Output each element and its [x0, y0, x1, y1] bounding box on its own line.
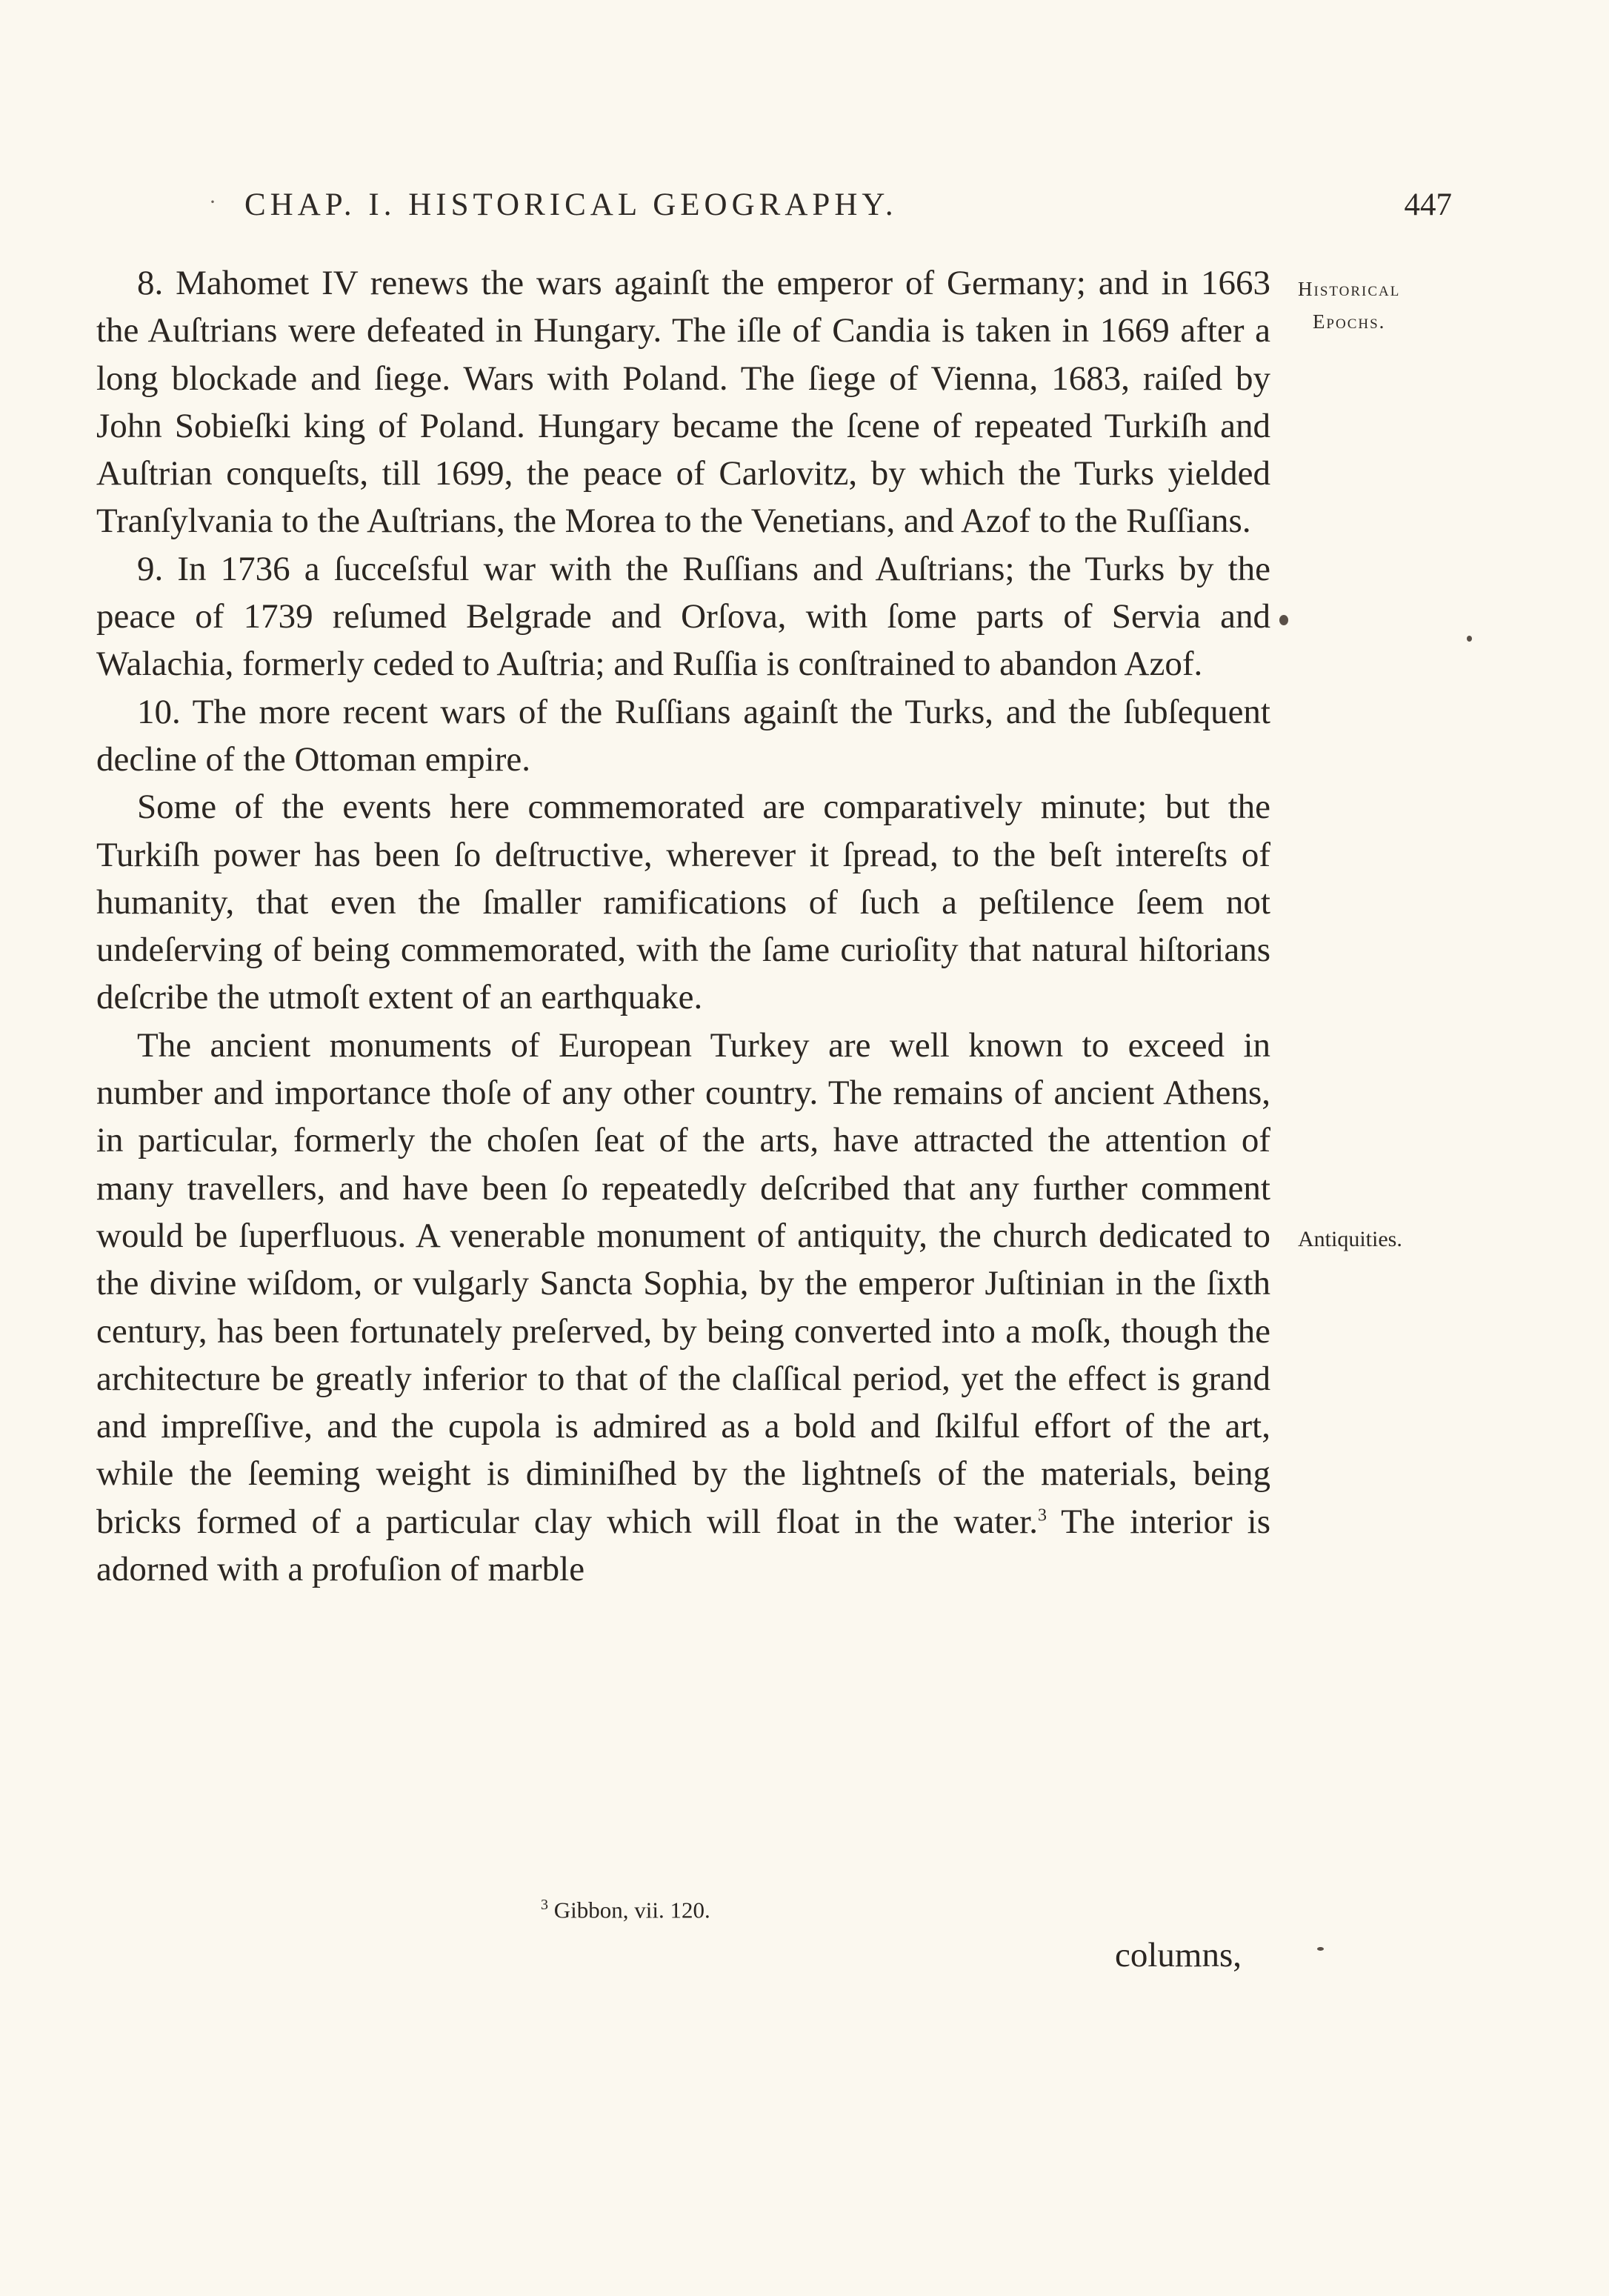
margin-note-line: Epochs. — [1312, 310, 1386, 333]
paragraph-commentary: Some of the events here commemorated are comparatively minute; but the Turkiſh power has been ſo deſtructive, wherever it ſpread, to the beſt intereſts of humanity, that even the ſmaller ramifications of ſuch a peſtilence ſeem not undeſerving of being commemorated, with the ſame curioſity that natural hiſtorians deſcribe the utmoſt extent of an earthquake. — [96, 788, 1270, 1017]
paper-speck — [1317, 1947, 1324, 1951]
footnote-reference: 3 — [1037, 1505, 1047, 1525]
paragraph-antiquities-text: The ancient monuments of European Turkey are well known to exceed in number and importance thoſe of any other country. The remains of ancient Athens, in particular, formerly the choſen ſeat of the arts, have attracted the attention of many travellers, and have been ſo repeatedly deſcribed that any further comment would be ſuperfluous. A venerable monument of antiquity, the church dedicated to the divine wiſdom, or vulgarly Sancta Sophia, by the emperor Juſtinian in the ſixth century, has been fortunately preſerved, by being converted into a moſk, though the architecture be greatly inferior to that of the claſſical period, yet the effect is grand and impreſſive, and the cupola is admired as a bold and ſkilful effort of the art, while the ſeeming weight is diminiſhed by the lightneſs of the materials, being bricks formed of a particular clay which will float in the water. — [96, 1025, 1270, 1541]
paragraph-8: 8. Mahomet IV renews the wars againſt the emperor of Germany; and in 1663 the Auſtrians were defeated in Hungary. The iſle of Candia is taken in 1669 after a long blockade and ſiege. Wars with Poland. The ſiege of Vienna, 1683, raiſed by John Sobieſki king of Poland. Hungary became the ſcene of repeated Turkiſh and Auſtrian conqueſts, till 1699, the peace of Carlovitz, by which the Turks yielded Tranſylvania to the Auſtrians, the Morea to the Venetians, and Azof to the Ruſſians. — [96, 264, 1270, 541]
footnote-text: Gibbon, vii. 120. — [553, 1897, 710, 1923]
catchword: columns, — [1115, 1936, 1242, 1974]
paragraph-antiquities-tail: The interior is adorned with a profuſion of marble — [96, 1502, 1271, 1589]
footnote-marker: 3 — [541, 1897, 548, 1913]
chapter-title: CHAP. I. HISTORICAL GEOGRAPHY. — [244, 187, 898, 222]
paper-speck — [1279, 615, 1288, 625]
footnote — [541, 1897, 710, 1923]
margin-note-historical-epochs — [1298, 273, 1400, 338]
running-head — [200, 187, 1459, 231]
page-number: 447 — [1404, 187, 1452, 222]
body-text — [96, 259, 1270, 1593]
header-bullet: · — [209, 190, 216, 214]
paragraph-9: 9. In 1736 a ſucceſsful war with the Ruſſians and Auſtrians; the Turks by the peace of 1739 reſumed Belgrade and Orſova, with ſome parts of Servia and Walachia, formerly ceded to Auſtria; and Ruſſia is conſtrained to abandon Azof. — [96, 549, 1270, 684]
paper-speck — [1467, 636, 1472, 642]
margin-note-line: Historical — [1298, 278, 1401, 300]
paragraph-10: 10. The more recent wars of the Ruſſians againſt the Turks, and the ſubſequent decline of the Ottoman empire. — [96, 692, 1270, 779]
paragraph-antiquities — [96, 1022, 1270, 1594]
margin-note-antiquities: Antiquities. — [1298, 1227, 1402, 1251]
